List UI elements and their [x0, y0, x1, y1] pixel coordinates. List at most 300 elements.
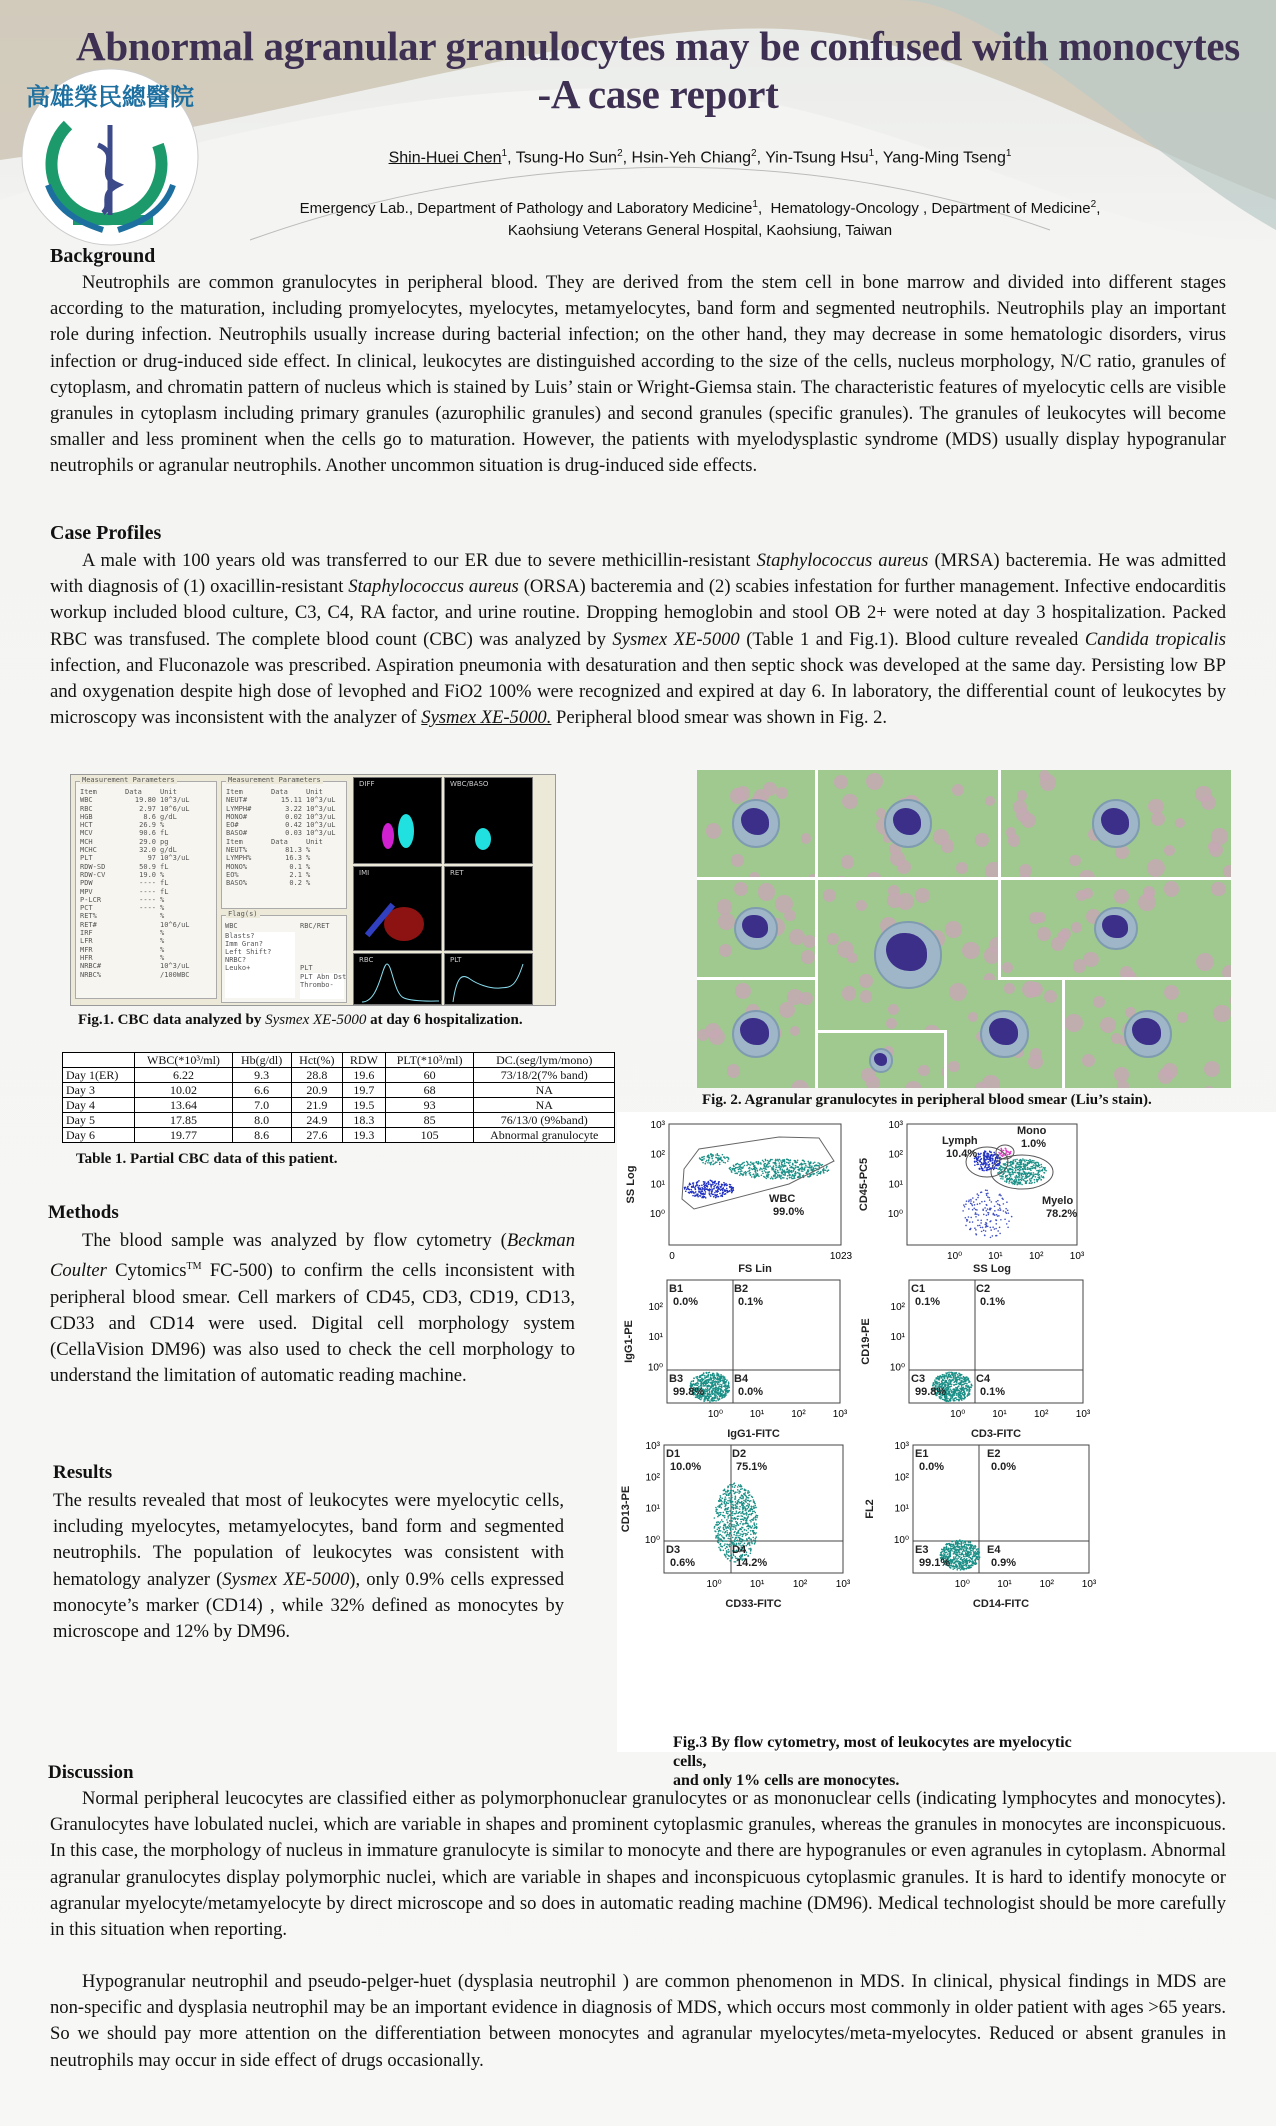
- event-dot: [720, 1374, 722, 1376]
- fig3-flow-cytometry: [617, 1112, 1276, 1752]
- event-dot: [746, 1530, 748, 1532]
- event-dot: [814, 1161, 816, 1163]
- event-dot: [1043, 1172, 1045, 1174]
- event-dot: [998, 1215, 1000, 1217]
- event-dot: [695, 1376, 697, 1378]
- event-dot: [950, 1553, 952, 1555]
- event-dot: [736, 1525, 738, 1527]
- event-dot: [988, 1156, 990, 1158]
- event-dot: [987, 1196, 989, 1198]
- event-dot: [987, 1226, 989, 1228]
- red-blood-cell: [956, 862, 968, 874]
- event-dot: [706, 1377, 708, 1379]
- event-dot: [739, 1502, 741, 1504]
- event-dot: [710, 1375, 712, 1377]
- event-dot: [940, 1552, 942, 1554]
- event-dot: [1028, 1172, 1030, 1174]
- affiliation-mark: 1: [1005, 148, 1012, 159]
- event-dot: [963, 1556, 965, 1558]
- event-dot: [705, 1372, 707, 1374]
- event-dot: [810, 1175, 812, 1177]
- event-dot: [696, 1182, 698, 1184]
- event-dot: [754, 1177, 756, 1179]
- event-dot: [963, 1542, 965, 1544]
- event-dot: [713, 1188, 715, 1190]
- gate-percentage: 0.0%: [919, 1461, 945, 1473]
- event-dot: [1021, 1184, 1023, 1186]
- event-dot: [959, 1391, 961, 1393]
- event-dot: [761, 1174, 763, 1176]
- event-dot: [767, 1160, 769, 1162]
- event-dot: [714, 1527, 716, 1529]
- event-dot: [777, 1166, 779, 1168]
- event-dot: [754, 1503, 756, 1505]
- event-dot: [769, 1159, 771, 1161]
- event-dot: [986, 1193, 988, 1195]
- micrograph-tile: [1001, 880, 1231, 977]
- gate-label: C4: [976, 1373, 991, 1385]
- event-dot: [697, 1381, 699, 1383]
- red-blood-cell: [842, 986, 857, 1001]
- event-dot: [686, 1189, 688, 1191]
- event-dot: [1011, 1181, 1013, 1183]
- event-dot: [797, 1159, 799, 1161]
- event-dot: [754, 1505, 756, 1507]
- event-dot: [705, 1379, 707, 1381]
- gate-percentage: 99.1%: [919, 1557, 951, 1569]
- micrograph-tile: [818, 1033, 944, 1088]
- event-dot: [743, 1162, 745, 1164]
- y-tick-label: 10¹: [894, 1503, 909, 1515]
- event-dot: [744, 1529, 746, 1531]
- event-dot: [1010, 1169, 1012, 1171]
- event-dot: [704, 1377, 706, 1379]
- event-dot: [965, 1225, 967, 1227]
- event-dot: [805, 1172, 807, 1174]
- event-dot: [742, 1516, 744, 1518]
- event-dot: [979, 1160, 981, 1162]
- event-dot: [953, 1384, 955, 1386]
- event-dot: [1043, 1167, 1045, 1169]
- event-dot: [722, 1521, 724, 1523]
- event-dot: [722, 1531, 724, 1533]
- event-dot: [774, 1178, 776, 1180]
- event-dot: [1044, 1169, 1046, 1171]
- event-dot: [747, 1503, 749, 1505]
- event-dot: [797, 1166, 799, 1168]
- event-dot: [1045, 1170, 1047, 1172]
- red-blood-cell: [1004, 983, 1015, 994]
- event-dot: [742, 1497, 744, 1499]
- gate-label: C1: [911, 1283, 926, 1295]
- event-dot: [973, 1554, 975, 1556]
- event-dot: [778, 1160, 780, 1162]
- event-dot: [1015, 1179, 1017, 1181]
- event-dot: [704, 1181, 706, 1183]
- red-blood-cell: [719, 944, 732, 957]
- event-dot: [700, 1382, 702, 1384]
- event-dot: [1043, 1176, 1045, 1178]
- event-dot: [975, 1229, 977, 1231]
- gate-label: D1: [666, 1448, 681, 1460]
- event-dot: [973, 1546, 975, 1548]
- event-dot: [963, 1554, 965, 1556]
- event-dot: [987, 1193, 989, 1195]
- event-dot: [708, 1155, 710, 1157]
- red-blood-cell: [897, 893, 914, 910]
- event-dot: [754, 1167, 756, 1169]
- parameter-row: IRF %: [80, 929, 165, 938]
- table-cell: 7.0: [232, 1098, 291, 1113]
- y-tick-label: 10²: [645, 1472, 660, 1484]
- event-dot: [733, 1526, 735, 1528]
- event-dot: [693, 1186, 695, 1188]
- event-dot: [757, 1173, 759, 1175]
- event-dot: [708, 1157, 710, 1159]
- leukocyte: [980, 1010, 1029, 1059]
- event-dot: [759, 1169, 761, 1171]
- event-dot: [726, 1535, 728, 1537]
- event-dot: [748, 1503, 750, 1505]
- event-dot: [991, 1154, 993, 1156]
- event-dot: [731, 1171, 733, 1173]
- event-dot: [1015, 1166, 1017, 1168]
- event-dot: [704, 1375, 706, 1377]
- event-dot: [715, 1154, 717, 1156]
- table-cell: 13.64: [135, 1098, 232, 1113]
- event-dot: [734, 1498, 736, 1500]
- event-dot: [722, 1380, 724, 1382]
- event-dot: [980, 1227, 982, 1229]
- event-dot: [711, 1192, 713, 1194]
- event-dot: [951, 1563, 953, 1565]
- x-tick-label: 10²: [1034, 1409, 1049, 1420]
- event-dot: [1000, 1195, 1002, 1197]
- event-dot: [706, 1185, 708, 1187]
- event-dot: [1006, 1180, 1008, 1182]
- event-dot: [720, 1530, 722, 1532]
- event-dot: [737, 1486, 739, 1488]
- event-dot: [979, 1168, 981, 1170]
- event-dot: [775, 1163, 777, 1165]
- table-cell: WBC(*10³/ml): [135, 1053, 232, 1068]
- red-blood-cell: [706, 823, 721, 838]
- event-dot: [719, 1158, 721, 1160]
- measurement-parameters-right: Measurement Parameters Item Data Unit NEUT# 15.11 10^3/uL LYMPH# 3.22 10^3/uL MONO# 0.02 10^3/uL EO# 0.42 10^3/uL BASO# 0.03 10^3/uL Item Data Unit NEUT% 81.3 % LYMPH% 16.3 % MONO% 0.1 % EO% 2.1 % BASO% 0.2 %: [221, 781, 347, 909]
- event-dot: [966, 1395, 968, 1397]
- event-dot: [799, 1173, 801, 1175]
- event-dot: [731, 1500, 733, 1502]
- rbc-histogram: RBC: [353, 953, 442, 1005]
- event-dot: [727, 1515, 729, 1517]
- event-dot: [990, 1237, 992, 1239]
- event-dot: [972, 1548, 974, 1550]
- event-dot: [976, 1164, 978, 1166]
- event-dot: [740, 1173, 742, 1175]
- event-dot: [724, 1517, 726, 1519]
- event-dot: [968, 1208, 970, 1210]
- event-dot: [1019, 1168, 1021, 1170]
- event-dot: [984, 1235, 986, 1237]
- event-dot: [720, 1507, 722, 1509]
- event-dot: [1003, 1155, 1005, 1157]
- parameter-row: MCHC 32.0 g/dL: [80, 846, 177, 855]
- event-dot: [1013, 1180, 1015, 1182]
- x-tick-label: 10³: [1081, 1579, 1097, 1590]
- parameter-row: EO# 0.42 10^3/uL: [226, 821, 336, 830]
- event-dot: [797, 1172, 799, 1174]
- red-blood-cell: [697, 1029, 709, 1041]
- event-dot: [953, 1377, 955, 1379]
- event-dot: [1022, 1176, 1024, 1178]
- event-dot: [973, 1550, 975, 1552]
- event-dot: [703, 1384, 705, 1386]
- event-dot: [1000, 1178, 1002, 1180]
- event-dot: [1016, 1162, 1018, 1164]
- nucleus: [1102, 915, 1128, 939]
- event-dot: [775, 1162, 777, 1164]
- event-dot: [750, 1530, 752, 1532]
- event-dot: [752, 1537, 754, 1539]
- event-dot: [1018, 1179, 1020, 1181]
- event-dot: [805, 1165, 807, 1167]
- event-dot: [1010, 1175, 1012, 1177]
- x-tick-label: 10¹: [749, 1579, 765, 1590]
- parameter-row: RET# 10^6/uL: [80, 920, 190, 929]
- event-dot: [699, 1195, 701, 1197]
- event-dot: [727, 1517, 729, 1519]
- parameter-row: NEUT% 81.3 %: [226, 846, 311, 855]
- event-dot: [964, 1561, 966, 1563]
- event-dot: [726, 1530, 728, 1532]
- event-dot: [974, 1204, 976, 1206]
- nucleus: [886, 933, 927, 971]
- event-dot: [715, 1396, 717, 1398]
- event-dot: [726, 1503, 728, 1505]
- event-dot: [715, 1385, 717, 1387]
- event-dot: [737, 1516, 739, 1518]
- event-dot: [762, 1160, 764, 1162]
- event-dot: [963, 1376, 965, 1378]
- event-dot: [692, 1195, 694, 1197]
- discussion-paragraph-2: Hypogranular neutrophil and pseudo-pelger-huet (dysplasia neutrophil ) are common phenomenon in MDS. In clinical, physical findings in MDS are non-specific and dysplasia neutrophil may be an important evidence in diagnosis of MDS, which occurs most commonly in older patient with ages >65 years. So we should pay more attention on the differentiation between monocytes and agranular myelocytes/meta-myelocytes. Reduced or absent granules in neutrophils may occur in side effect of drugs occasionally.: [50, 1971, 1226, 2071]
- event-dot: [711, 1188, 713, 1190]
- event-dot: [700, 1375, 702, 1377]
- table-cell: 8.6: [232, 1128, 291, 1143]
- event-dot: [984, 1155, 986, 1157]
- event-dot: [712, 1388, 714, 1390]
- event-dot: [969, 1555, 971, 1557]
- event-dot: [736, 1167, 738, 1169]
- event-dot: [972, 1563, 974, 1565]
- table-cell: 9.3: [232, 1068, 291, 1083]
- event-dot: [727, 1527, 729, 1529]
- event-dot: [954, 1389, 956, 1391]
- red-blood-cell: [1211, 882, 1226, 897]
- event-dot: [756, 1526, 758, 1528]
- event-dot: [783, 1166, 785, 1168]
- event-dot: [999, 1233, 1001, 1235]
- event-dot: [1038, 1164, 1040, 1166]
- event-dot: [1041, 1175, 1043, 1177]
- event-dot: [749, 1164, 751, 1166]
- red-blood-cell: [985, 862, 998, 877]
- event-dot: [704, 1385, 706, 1387]
- event-dot: [1015, 1161, 1017, 1163]
- author-name: Hsin-Yeh Chiang: [631, 149, 752, 167]
- event-dot: [721, 1498, 723, 1500]
- parameter-row: LYMPH# 3.22 10^3/uL: [226, 804, 336, 813]
- event-dot: [782, 1159, 784, 1161]
- event-dot: [750, 1548, 752, 1550]
- event-dot: [721, 1535, 723, 1537]
- y-tick-label: 10⁰: [649, 1208, 665, 1220]
- event-dot: [809, 1167, 811, 1169]
- event-dot: [763, 1161, 765, 1163]
- title-line-2: -A case report: [537, 71, 779, 117]
- x-tick-label: 10¹: [988, 1251, 1003, 1262]
- event-dot: [986, 1214, 988, 1216]
- table-cell: 19.77: [135, 1128, 232, 1143]
- table-cell: 6.6: [232, 1083, 291, 1098]
- event-dot: [713, 1389, 715, 1391]
- event-dot: [732, 1187, 734, 1189]
- parameter-row: BASO# 0.03 10^3/uL: [226, 829, 336, 838]
- event-dot: [958, 1567, 960, 1569]
- event-dot: [957, 1543, 959, 1545]
- event-dot: [696, 1183, 698, 1185]
- event-dot: [945, 1381, 947, 1383]
- event-dot: [712, 1160, 714, 1162]
- event-dot: [994, 1210, 996, 1212]
- event-dot: [714, 1377, 716, 1379]
- x-axis-label: CD33-FITC: [725, 1598, 782, 1610]
- event-dot: [721, 1393, 723, 1395]
- event-dot: [740, 1515, 742, 1517]
- x-tick-label: 1023: [829, 1251, 853, 1262]
- table-cell: 6.22: [135, 1068, 232, 1083]
- event-dot: [688, 1184, 690, 1186]
- event-dot: [725, 1498, 727, 1500]
- y-tick-label: 10²: [894, 1472, 909, 1484]
- event-dot: [746, 1165, 748, 1167]
- event-dot: [963, 1391, 965, 1393]
- event-dot: [741, 1531, 743, 1533]
- event-dot: [740, 1484, 742, 1486]
- event-dot: [972, 1556, 974, 1558]
- event-dot: [700, 1193, 702, 1195]
- event-dot: [726, 1519, 728, 1521]
- event-dot: [706, 1386, 708, 1388]
- event-dot: [981, 1162, 983, 1164]
- event-dot: [735, 1164, 737, 1166]
- gate-label: Mono: [1017, 1125, 1047, 1137]
- event-dot: [1038, 1174, 1040, 1176]
- event-dot: [719, 1193, 721, 1195]
- leukocyte: [874, 921, 942, 989]
- event-dot: [738, 1530, 740, 1532]
- event-dot: [808, 1167, 810, 1169]
- event-dot: [1029, 1168, 1031, 1170]
- event-dot: [739, 1523, 741, 1525]
- red-blood-cell: [949, 983, 967, 1001]
- event-dot: [971, 1564, 973, 1566]
- event-dot: [746, 1538, 748, 1540]
- event-dot: [804, 1169, 806, 1171]
- event-dot: [719, 1377, 721, 1379]
- event-dot: [1021, 1163, 1023, 1165]
- event-dot: [960, 1374, 962, 1376]
- event-dot: [733, 1168, 735, 1170]
- event-dot: [753, 1524, 755, 1526]
- event-dot: [1011, 1216, 1013, 1218]
- event-dot: [1026, 1160, 1028, 1162]
- event-dot: [725, 1193, 727, 1195]
- event-dot: [964, 1544, 966, 1546]
- red-blood-cell: [888, 1004, 899, 1015]
- event-dot: [964, 1395, 966, 1397]
- event-dot: [690, 1382, 692, 1384]
- event-dot: [964, 1397, 966, 1399]
- event-dot: [970, 1199, 972, 1201]
- event-dot: [961, 1552, 963, 1554]
- red-blood-cell: [823, 889, 836, 902]
- parameter-row: MONO% 0.1 %: [226, 862, 311, 871]
- leukocyte: [869, 1048, 894, 1073]
- gate-label: C2: [976, 1283, 991, 1295]
- event-dot: [966, 1377, 968, 1379]
- event-dot: [963, 1548, 965, 1550]
- event-dot: [1012, 1163, 1014, 1165]
- event-dot: [715, 1511, 717, 1513]
- event-dot: [726, 1185, 728, 1187]
- event-dot: [750, 1521, 752, 1523]
- event-dot: [710, 1162, 712, 1164]
- event-dot: [986, 1204, 988, 1206]
- parameter-row: HGB 8.6 g/dL: [80, 812, 177, 821]
- event-dot: [991, 1157, 993, 1159]
- event-dot: [772, 1168, 774, 1170]
- event-dot: [966, 1558, 968, 1560]
- event-dot: [762, 1173, 764, 1175]
- event-dot: [751, 1176, 753, 1178]
- event-dot: [764, 1168, 766, 1170]
- event-dot: [758, 1176, 760, 1178]
- event-dot: [1025, 1172, 1027, 1174]
- event-dot: [700, 1380, 702, 1382]
- event-dot: [772, 1178, 774, 1180]
- ret-scattergram: RET: [444, 866, 533, 951]
- event-dot: [701, 1159, 703, 1161]
- red-blood-cell: [1204, 1061, 1220, 1077]
- event-dot: [753, 1527, 755, 1529]
- event-dot: [723, 1529, 725, 1531]
- table-cell: 20.9: [291, 1083, 343, 1098]
- event-dot: [1005, 1176, 1007, 1178]
- event-dot: [787, 1171, 789, 1173]
- event-dot: [1006, 1178, 1008, 1180]
- event-dot: [755, 1172, 757, 1174]
- event-dot: [1024, 1178, 1026, 1180]
- red-blood-cell: [924, 1025, 940, 1030]
- event-dot: [957, 1560, 959, 1562]
- red-blood-cell: [787, 989, 803, 1005]
- event-dot: [774, 1171, 776, 1173]
- methods-text: The blood sample was analyzed by flow cytometry (Beckman Coulter Cytomics™ FC-500) to confirm the cells inconsistent with peripheral blood smear. Cell markers of CD45, CD3, CD19, CD13, CD33 and CD14 were used. Digital cell morphology system (CellaVision DM96) was also used to check the cell morphology to understand the limitation of automatic reading machine.: [50, 1230, 575, 1387]
- wbc-baso-scattergram: WBC/BASO: [444, 777, 533, 864]
- event-dot: [1037, 1166, 1039, 1168]
- event-dot: [743, 1517, 745, 1519]
